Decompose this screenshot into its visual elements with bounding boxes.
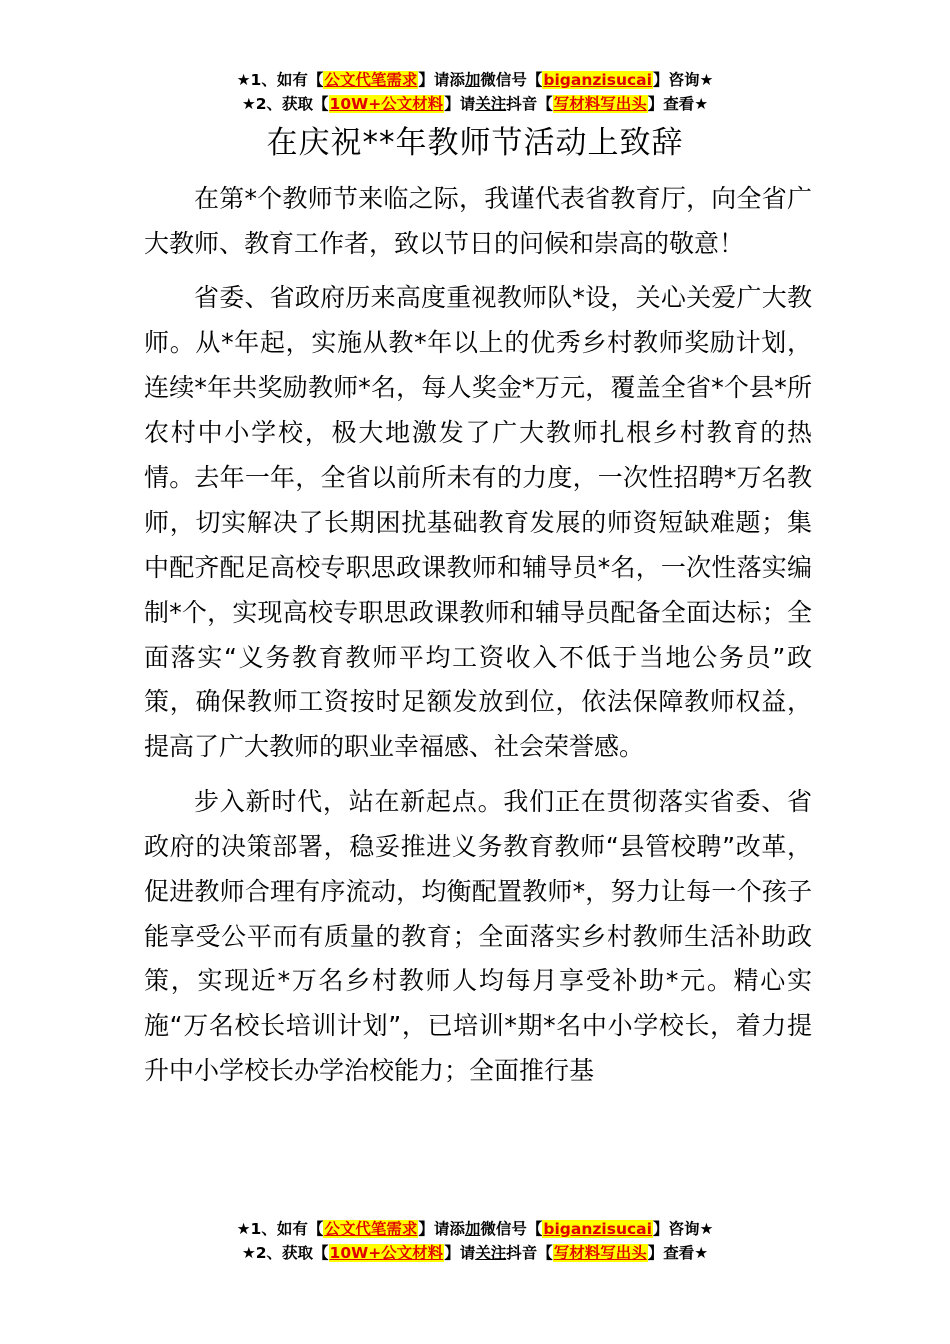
highlight-douyin-account: 写材料写出头	[553, 1244, 647, 1262]
highlight-wechat-id: biganzisucai	[543, 71, 652, 89]
highlight-ghostwriting: 公文代笔需求	[324, 1220, 418, 1238]
highlight-wechat-id: biganzisucai	[543, 1220, 652, 1238]
document-body	[144, 177, 812, 1104]
paragraph-3: 步入新时代，站在新起点。我们正在贯彻落实省委、省政府的决策部署，稳妥推进义务教育教师“县管校聘”改革，促进教师合理有序流动，均衡配置教师*，努力让每一个孩子能享受公平而有质量的教育；全面落实乡村教师生活补助政策，实现近*万名乡村教师人均每月享受补助*元。精心实施“万名校长培训计划”，已培训*期*名中小学校长，着力提升中小学校长办学治校能力；全面推行基	[144, 786, 812, 1086]
highlight-materials: 10W+公文材料	[329, 95, 444, 113]
footer-notice	[0, 1217, 950, 1265]
notice-line-2: ★2、获取【10W+公文材料】请关注抖音【写材料写出头】查看★	[241, 1244, 709, 1262]
header-notice	[0, 68, 950, 116]
notice-line-1: ★1、如有【公文代笔需求】请添加微信号【biganzisucai】咨询★	[236, 71, 714, 89]
notice-line-2: ★2、获取【10W+公文材料】请关注抖音【写材料写出头】查看★	[241, 95, 709, 113]
paragraph-1: 在第*个教师节来临之际，我谨代表省教育厅，向全省广大教师、教育工作者，致以节日的问候和崇高的敬意！	[144, 184, 812, 258]
document-title: 在庆祝**年教师节活动上致辞	[266, 125, 684, 161]
highlight-ghostwriting: 公文代笔需求	[324, 71, 418, 89]
notice-line-1: ★1、如有【公文代笔需求】请添加微信号【biganzisucai】咨询★	[236, 1220, 714, 1238]
highlight-materials: 10W+公文材料	[329, 1244, 444, 1262]
paragraph-2: 省委、省政府历来高度重视教师队*设，关心关爱广大教师。从*年起，实施从教*年以上的优秀乡村教师奖励计划，连续*年共奖励教师*名，每人奖金*万元，覆盖全省*个县*所农村中小学校，极大地激发了广大教师扎根乡村教育的热情。去年一年，全省以前所未有的力度，一次性招聘*万名教师，切实解决了长期困扰基础教育发展的师资短缺难题；集中配齐配足高校专职思政课教师和辅导员*名，一次性落实编制*个，实现高校专职思政课教师和辅导员配备全面达标；全面落实“义务教育教师平均工资收入不低于当地公务员”政策，确保教师工资按时足额发放到位，依法保障教师权益，提高了广大教师的职业幸福感、社会荣誉感。	[144, 283, 812, 762]
highlight-douyin-account: 写材料写出头	[553, 95, 647, 113]
